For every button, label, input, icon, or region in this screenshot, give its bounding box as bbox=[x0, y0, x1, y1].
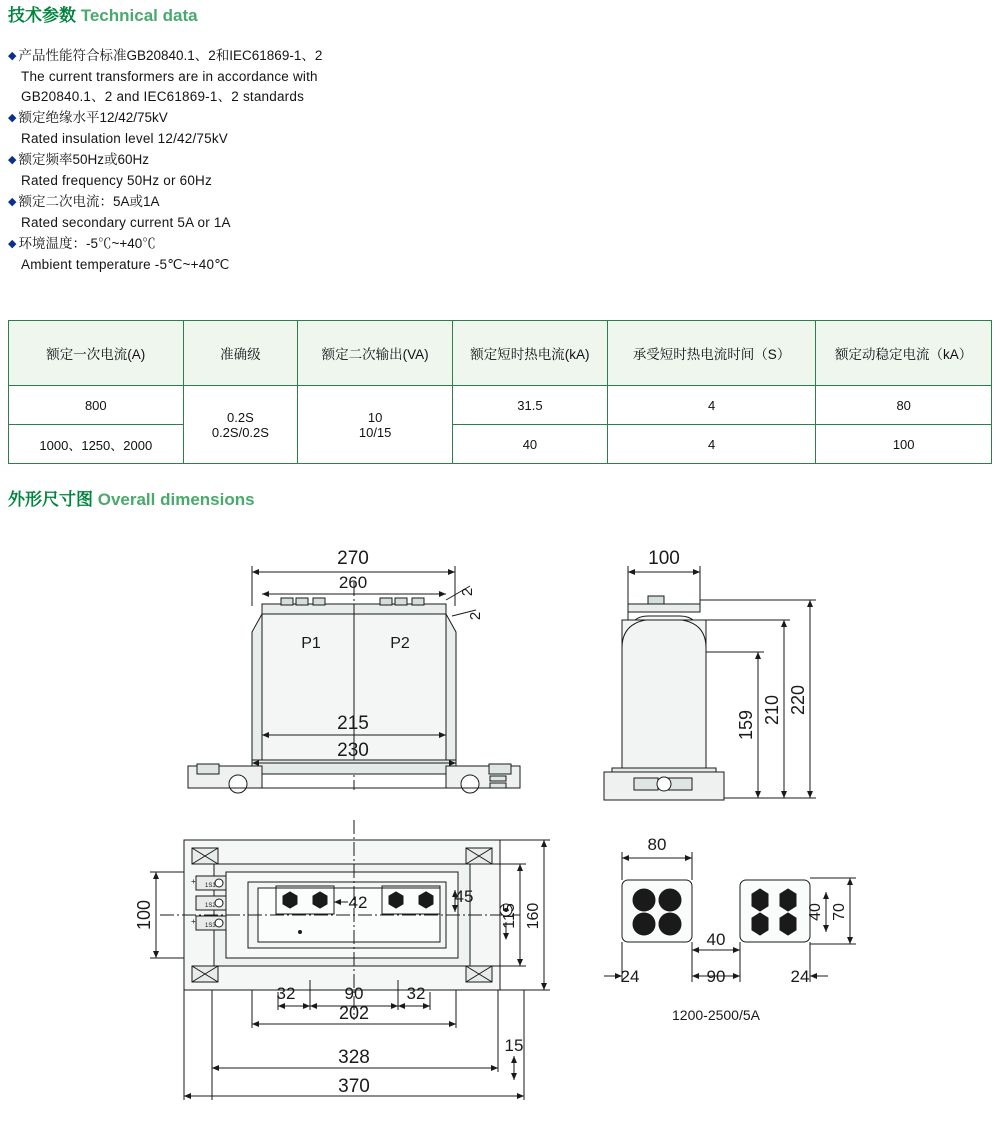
col-header-output: 额定二次输出(VA) bbox=[298, 321, 453, 386]
cell-thermal-current-2: 40 bbox=[453, 425, 608, 464]
cell-dynamic-current-2: 100 bbox=[816, 425, 992, 464]
cell-output-1: 10 bbox=[367, 409, 383, 425]
diamond-bullet-icon: ◆ bbox=[8, 196, 17, 208]
spec-cn-line bbox=[8, 150, 608, 171]
dim-160: 160 bbox=[525, 902, 542, 930]
terminal-detail-caption: 1200-2500/5A bbox=[672, 1007, 760, 1023]
cell-primary-current-1: 800 bbox=[9, 386, 184, 425]
cell-thermal-time-2: 4 bbox=[607, 425, 816, 464]
diamond-bullet-icon: ◆ bbox=[8, 238, 17, 250]
cell-output-merged bbox=[298, 386, 453, 464]
dim-370: 370 bbox=[338, 1076, 370, 1097]
spec-en-line-1: The current transformers are in accordance with bbox=[21, 69, 318, 84]
diamond-bullet-icon: ◆ bbox=[8, 50, 17, 62]
diamond-bullet-icon: ◆ bbox=[8, 112, 17, 124]
label-p1: P1 bbox=[301, 635, 321, 652]
dim-2-b: 2 bbox=[467, 611, 484, 621]
col-header-dynamic-current: 额定动稳定电流（kA） bbox=[816, 321, 992, 386]
svg-text:1S3: 1S3 bbox=[205, 923, 216, 929]
overall-dimensions-heading-en: Overall dimensions bbox=[97, 490, 255, 509]
cell-primary-current-2: 1000、1250、2000 bbox=[9, 425, 184, 464]
svg-text:1S1: 1S1 bbox=[205, 883, 216, 889]
dim-24-left: 24 bbox=[620, 967, 640, 986]
dim-90-top: 90 bbox=[344, 984, 364, 1003]
cell-accuracy-1: 0.2S bbox=[227, 409, 254, 425]
col-header-primary-current: 额定一次电流(A) bbox=[9, 321, 184, 386]
dim-80: 80 bbox=[647, 835, 667, 854]
diamond-bullet-icon: ◆ bbox=[8, 154, 17, 166]
cell-output-2: 10/15 bbox=[358, 424, 392, 440]
spec-cn-text: 环境温度：-5℃~+40℃ bbox=[18, 236, 156, 251]
svg-text:+: + bbox=[191, 877, 196, 886]
spec-cn-text: 额定频率50Hz或60Hz bbox=[18, 152, 149, 167]
specification-list bbox=[8, 46, 608, 276]
dim-32-left: 32 bbox=[276, 984, 296, 1003]
cell-accuracy-2: 0.2S/0.2S bbox=[211, 424, 269, 440]
dim-328: 328 bbox=[338, 1047, 370, 1068]
dim-24-right: 24 bbox=[790, 967, 810, 986]
dim-40-bottom: 40 bbox=[706, 930, 726, 949]
spec-cn-line bbox=[8, 108, 608, 129]
parameter-table bbox=[8, 320, 992, 464]
dim-2-a: 2 bbox=[459, 587, 476, 597]
col-header-accuracy: 准确级 bbox=[183, 321, 298, 386]
label-p2: P2 bbox=[390, 635, 410, 652]
spec-cn-line bbox=[8, 192, 608, 213]
dim-100-side: 100 bbox=[648, 548, 680, 569]
overall-dimensions-heading bbox=[8, 490, 255, 510]
spec-en-line-1: Rated secondary current 5A or 1A bbox=[21, 215, 231, 230]
table-row bbox=[9, 425, 992, 464]
svg-text:+: + bbox=[191, 917, 196, 926]
spec-cn-line bbox=[8, 234, 608, 255]
cell-thermal-time-1: 4 bbox=[607, 386, 816, 425]
spec-en-line-2: GB20840.1、2 and IEC61869-1、2 standards bbox=[21, 89, 305, 104]
technical-drawing bbox=[0, 520, 1000, 1120]
spec-en-line-1: Rated frequency 50Hz or 60Hz bbox=[21, 173, 212, 188]
dim-32-right: 32 bbox=[406, 984, 426, 1003]
svg-text:1S2: 1S2 bbox=[205, 903, 216, 909]
spec-en-line-1: Rated insulation level 12/42/75kV bbox=[21, 131, 228, 146]
overall-dimensions-heading-cn: 外形尺寸图 bbox=[8, 490, 93, 509]
table-row bbox=[9, 386, 992, 425]
technical-data-heading-cn: 技术参数 bbox=[8, 6, 76, 25]
dim-45: 45 bbox=[454, 887, 474, 906]
dim-42: 42 bbox=[348, 893, 368, 912]
list-item bbox=[8, 46, 608, 107]
cell-dynamic-current-1: 80 bbox=[816, 386, 992, 425]
list-item bbox=[8, 234, 608, 275]
col-header-thermal-time: 承受短时热电流时间（S） bbox=[607, 321, 816, 386]
dim-210: 210 bbox=[762, 694, 782, 726]
cell-thermal-current-1: 31.5 bbox=[453, 386, 608, 425]
cell-accuracy-merged bbox=[183, 386, 298, 464]
dim-40-right: 40 bbox=[807, 903, 824, 921]
dim-15: 15 bbox=[504, 1036, 524, 1055]
col-header-thermal-current: 额定短时热电流(kA) bbox=[453, 321, 608, 386]
dim-115: 115 bbox=[501, 903, 518, 929]
dim-220: 220 bbox=[788, 684, 808, 716]
dim-70: 70 bbox=[831, 903, 848, 921]
dim-202: 202 bbox=[338, 1003, 370, 1023]
spec-en-line-1: Ambient temperature -5℃~+40℃ bbox=[21, 257, 230, 272]
dim-159: 159 bbox=[736, 709, 756, 741]
table-header-row bbox=[9, 321, 992, 386]
list-item bbox=[8, 150, 608, 191]
technical-data-heading bbox=[8, 6, 198, 26]
spec-cn-text: 额定绝缘水平12/42/75kV bbox=[18, 110, 168, 125]
technical-data-heading-en: Technical data bbox=[80, 6, 198, 25]
dim-90-bottom: 90 bbox=[706, 967, 726, 986]
spec-cn-line bbox=[8, 46, 608, 67]
spec-cn-text: 产品性能符合标准GB20840.1、2和IEC61869-1、2 bbox=[18, 48, 323, 63]
list-item bbox=[8, 192, 608, 233]
side-view-drawing bbox=[604, 566, 816, 800]
dim-230: 230 bbox=[337, 740, 369, 761]
dim-260: 260 bbox=[338, 573, 368, 592]
spec-cn-text: 额定二次电流：5A或1A bbox=[18, 194, 160, 209]
dim-215: 215 bbox=[337, 713, 369, 734]
list-item bbox=[8, 108, 608, 149]
dim-100-top: 100 bbox=[134, 899, 154, 931]
dim-270: 270 bbox=[337, 548, 369, 569]
